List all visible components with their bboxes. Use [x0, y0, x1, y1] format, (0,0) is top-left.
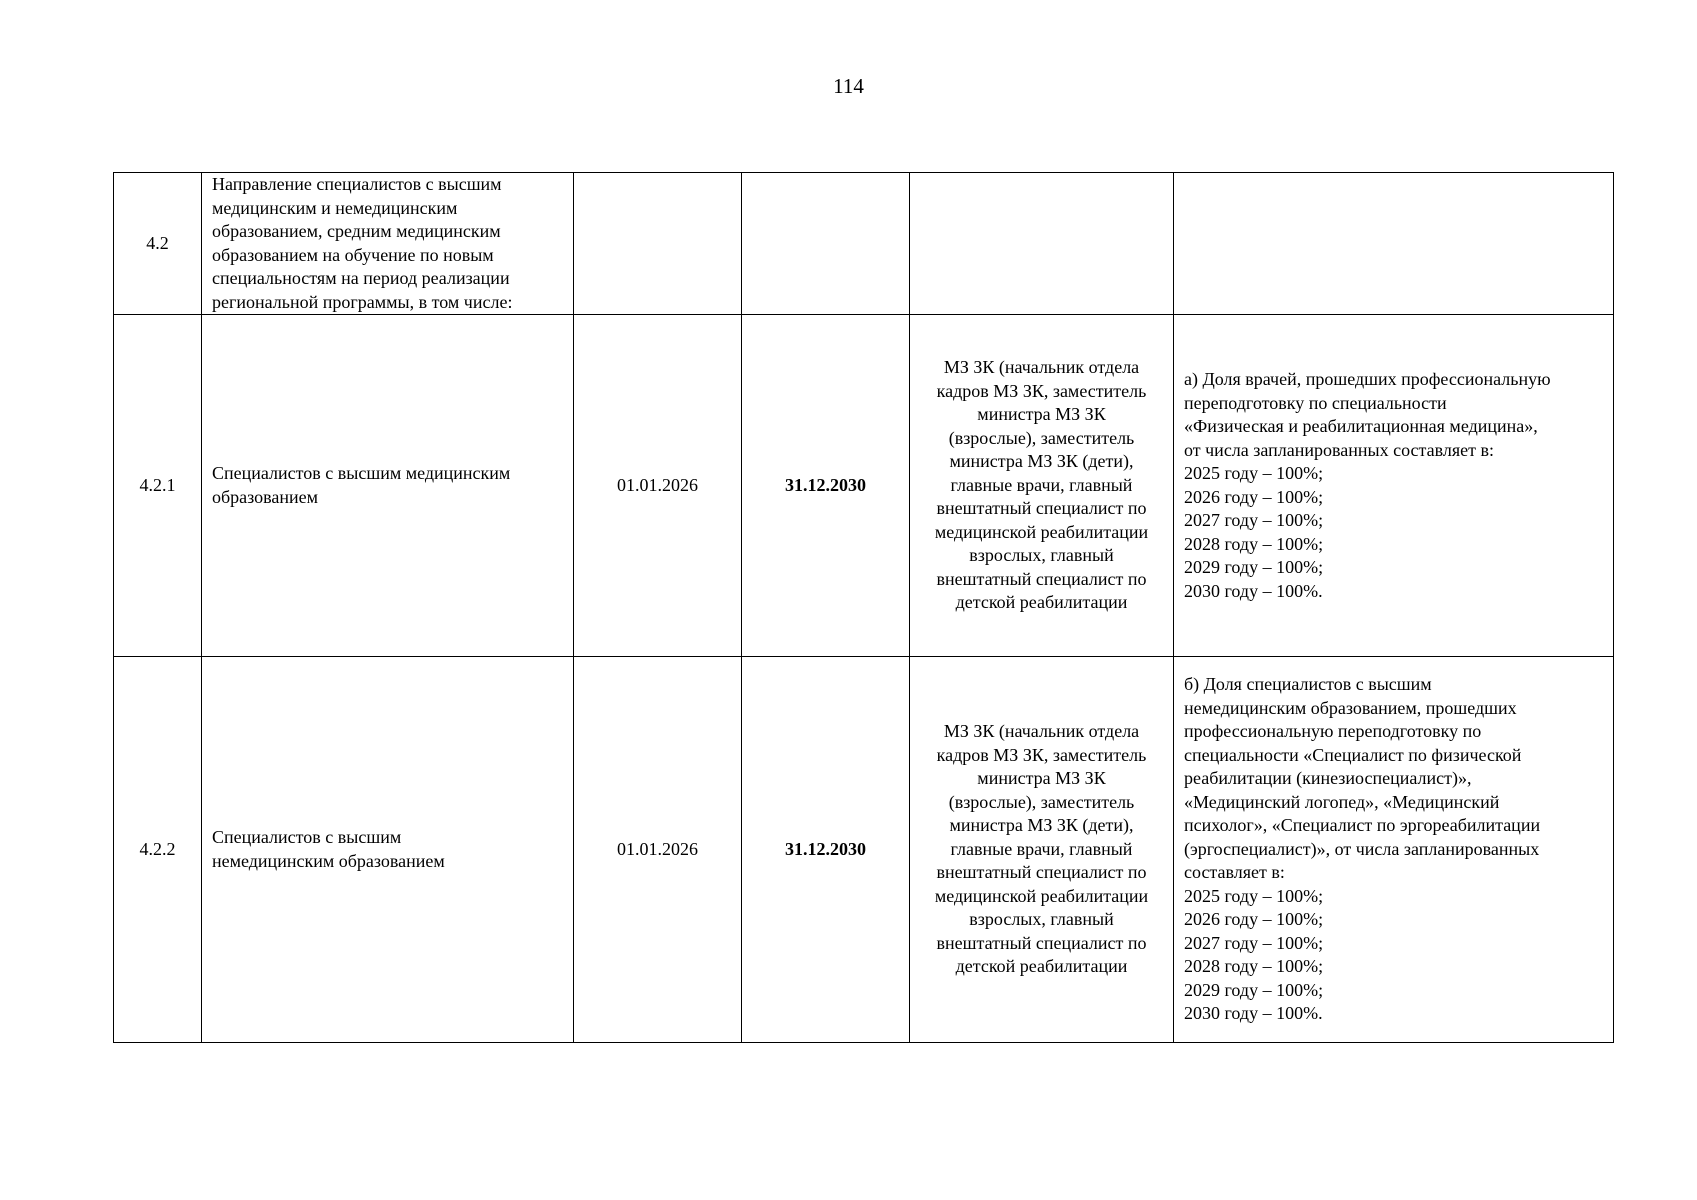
indicator-line: реабилитации (кинезиоспециалист)»,	[1184, 768, 1472, 789]
start-date-cell: 01.01.2026	[574, 315, 742, 657]
item-number-cell: 4.2.2	[114, 657, 202, 1043]
table-row	[114, 657, 1614, 1043]
end-date-cell	[742, 173, 910, 315]
responsible-line: МЗ ЗК (начальник отдела	[943, 357, 1140, 378]
responsible-line: министра МЗ ЗК	[977, 404, 1106, 425]
item-name-line: медицинским и немедицинским	[212, 197, 458, 218]
indicator-line: а) Доля врачей, прошедших профессиональную	[1184, 369, 1551, 389]
indicator-line: 2027 году – 100%;	[1184, 510, 1324, 530]
table-row	[114, 173, 1614, 315]
item-name-line: специальностям на период реализации	[212, 268, 510, 288]
indicator-line: психолог», «Специалист по эргореабилитации	[1184, 815, 1541, 836]
indicator-line: специальности «Специалист по физической	[1184, 744, 1522, 765]
indicator-line: б) Доля специалистов с высшим	[1184, 674, 1432, 695]
responsible-line: главные врачи, главный	[950, 838, 1133, 859]
responsible-line: кадров МЗ ЗК, заместитель	[936, 744, 1147, 765]
indicator-cell	[1174, 315, 1614, 657]
indicator-line: 2026 году – 100%;	[1184, 909, 1324, 930]
responsible-line: медицинской реабилитации	[934, 885, 1149, 906]
indicator-line: 2025 году – 100%;	[1184, 463, 1324, 483]
responsible-cell	[910, 173, 1174, 315]
item-name-cell	[202, 173, 574, 315]
item-name-line: Специалистов с высшим	[212, 827, 402, 847]
indicator-line: 2029 году – 100%;	[1184, 979, 1324, 1000]
indicator-line: 2030 году – 100%.	[1184, 580, 1323, 601]
item-name-line: образованием, средним медицинским	[212, 221, 501, 241]
item-name-line: региональной программы, в том числе:	[212, 291, 513, 312]
indicator-line: «Медицинский логопед», «Медицинский	[1184, 791, 1500, 812]
responsible-line: взрослых, главный	[969, 909, 1114, 930]
indicator-line: «Физическая и реабилитационная медицина»,	[1184, 416, 1538, 436]
indicator-line: 2028 году – 100%;	[1184, 956, 1324, 977]
indicator-line: (эргоспециалист)», от числа запланированных	[1184, 838, 1540, 859]
page-number: 114	[833, 74, 864, 98]
activities-table	[113, 172, 1614, 1043]
responsible-line: МЗ ЗК (начальник отдела	[943, 721, 1140, 742]
responsible-line: медицинской реабилитации	[934, 521, 1149, 542]
item-number-cell: 4.2	[114, 173, 202, 315]
responsible-line: внештатный специалист по	[936, 862, 1147, 883]
indicator-line: переподготовку по специальности	[1184, 392, 1447, 413]
end-date-cell: 31.12.2030	[742, 315, 910, 657]
indicator-line: профессиональную переподготовку по	[1184, 721, 1482, 742]
item-name-line: Специалистов с высшим медицинским	[212, 463, 511, 483]
responsible-line: главные врачи, главный	[950, 474, 1133, 495]
indicator-line: 2028 году – 100%;	[1184, 533, 1324, 554]
item-name-line: образованием	[212, 486, 319, 507]
responsible-line: внештатный специалист по	[936, 498, 1147, 519]
item-number-cell: 4.2.1	[114, 315, 202, 657]
indicator-cell	[1174, 173, 1614, 315]
responsible-line: детской реабилитации	[955, 592, 1128, 613]
indicator-line: 2030 году – 100%.	[1184, 1003, 1323, 1024]
responsible-line: кадров МЗ ЗК, заместитель	[936, 380, 1147, 401]
responsible-line: взрослых, главный	[969, 545, 1114, 566]
indicator-line: 2027 году – 100%;	[1184, 932, 1324, 953]
responsible-line: внештатный специалист по	[936, 932, 1147, 953]
indicator-line: 2025 году – 100%;	[1184, 885, 1324, 906]
indicator-line: немедицинским образованием, прошедших	[1184, 697, 1517, 718]
responsible-cell	[910, 657, 1174, 1043]
responsible-line: (взрослые), заместитель	[948, 791, 1135, 812]
responsible-cell	[910, 315, 1174, 657]
indicator-line: 2029 году – 100%;	[1184, 557, 1324, 577]
item-name-line: немедицинским образованием	[212, 850, 445, 871]
table-row	[114, 315, 1614, 657]
indicator-line: составляет в:	[1184, 862, 1285, 883]
responsible-line: детской реабилитации	[955, 956, 1128, 977]
responsible-line: министра МЗ ЗК (дети),	[949, 815, 1134, 836]
start-date-cell	[574, 173, 742, 315]
item-name-cell	[202, 657, 574, 1043]
end-date-cell: 31.12.2030	[742, 657, 910, 1043]
start-date-cell: 01.01.2026	[574, 657, 742, 1043]
responsible-line: министра МЗ ЗК	[977, 768, 1106, 789]
item-name-cell	[202, 315, 574, 657]
responsible-line: министра МЗ ЗК (дети),	[949, 451, 1134, 472]
item-name-line: образованием на обучение по новым	[212, 244, 494, 265]
responsible-line: (взрослые), заместитель	[948, 427, 1135, 448]
indicator-cell	[1174, 657, 1614, 1043]
indicator-line: 2026 году – 100%;	[1184, 486, 1324, 507]
indicator-line: от числа запланированных составляет в:	[1184, 439, 1494, 460]
responsible-line: внештатный специалист по	[936, 568, 1147, 589]
item-name-line: Направление специалистов с высшим	[212, 174, 502, 194]
